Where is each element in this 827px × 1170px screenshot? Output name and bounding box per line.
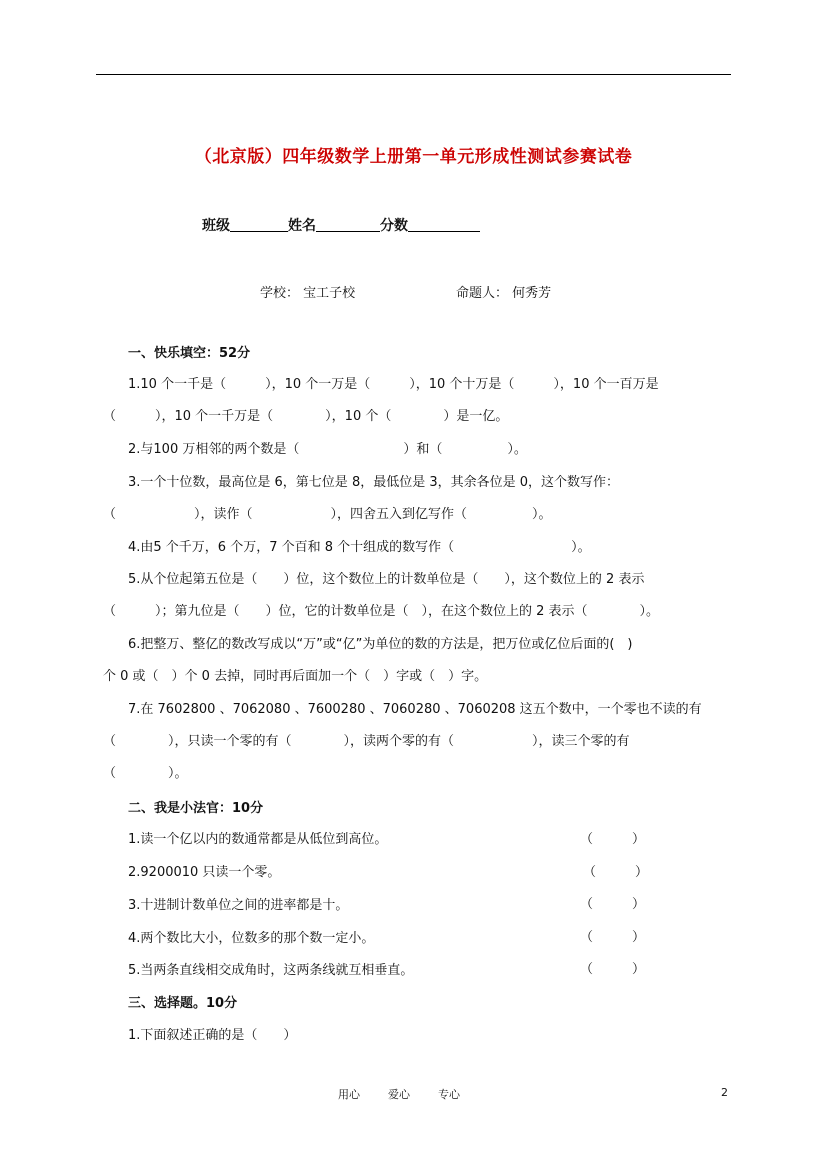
judge-item-mark[interactable]: （ ） [580, 962, 646, 977]
header-rule [96, 74, 731, 75]
score-label: 分数 [380, 218, 408, 234]
question-line: （ ），读作（ ），四舍五入到亿写作（ ）。 [103, 507, 552, 522]
section2-heading: 二、我是小法官：10分 [128, 801, 264, 816]
question-line: 3.一个十位数，最高位是 6，第七位是 8，最低位是 3，其余各位是 0，这个数写作： [128, 475, 620, 490]
judge-item-mark[interactable]: （ ） [580, 930, 646, 945]
student-info-line [202, 215, 480, 235]
question-line: 个 0 或（ ）个 0 去掉，同时再后面加一个（ ）字或（ ）字。 [103, 669, 488, 684]
question-line: 7.在 7602800 、7062080 、7600280 、7060280 、7060208 这五个数中，一个零也不读的有 [128, 702, 702, 717]
page-title: （北京版）四年级数学上册第一单元形成性测试参赛试卷 [194, 147, 633, 167]
judge-item-text: 3.十进制计数单位之间的进率都是十。 [128, 898, 349, 913]
question-line: （ ），只读一个零的有（ ），读两个零的有（ ），读三个零的有 [103, 734, 630, 749]
question-line: 5.从个位起第五位是（ ）位，这个数位上的计数单位是（ ），这个数位上的 2 表示 [128, 572, 645, 587]
author-info: 命题人： 何秀芳 [456, 286, 552, 301]
question-line: （ ），10 个一千万是（ ），10 个（ ）是一亿。 [103, 409, 509, 424]
judge-item-mark[interactable]: （ ） [583, 865, 649, 880]
score-blank[interactable] [408, 217, 480, 232]
question-line: （ ）。 [103, 766, 188, 781]
question-line: 4.由5 个千万，6 个万，7 个百和 8 个十组成的数写作（ ）。 [128, 540, 591, 555]
question-line: 6.把整万、整亿的数改写成以“万”或“亿”为单位的数的方法是，把万位或亿位后面的( ) [128, 637, 633, 652]
class-label: 班级 [202, 218, 230, 234]
footer-text-2: 爱心 [388, 1088, 410, 1101]
section3-heading: 三、选择题。10分 [128, 996, 238, 1011]
judge-item-text: 5.当两条直线相交成角时，这两条线就互相垂直。 [128, 963, 414, 978]
question-line: （ ）；第九位是（ ）位，它的计数单位是（ ），在这个数位上的 2 表示（ ）。 [103, 604, 660, 619]
question-line: 1.下面叙述正确的是（ ） [128, 1028, 297, 1043]
name-blank[interactable] [316, 217, 380, 232]
question-line: 2.与100 万相邻的两个数是（ ）和（ ）。 [128, 442, 527, 457]
judge-item-text: 4.两个数比大小，位数多的那个数一定小。 [128, 931, 375, 946]
judge-item-text: 1.读一个亿以内的数通常都是从低位到高位。 [128, 832, 388, 847]
question-line: 1.10 个一千是（ ），10 个一万是（ ），10 个十万是（ ），10 个一百万是 [128, 377, 659, 392]
page-number: 2 [721, 1086, 728, 1099]
judge-item-text: 2.9200010 只读一个零。 [128, 865, 281, 880]
school-info: 学校： 宝工子校 [260, 286, 356, 301]
footer-text-3: 专心 [438, 1088, 460, 1101]
name-label: 姓名 [288, 218, 316, 234]
judge-item-mark[interactable]: （ ） [580, 832, 646, 847]
class-blank[interactable] [230, 217, 288, 232]
judge-item-mark[interactable]: （ ） [580, 897, 646, 912]
footer-text-1: 用心 [338, 1088, 360, 1101]
section1-heading: 一、快乐填空：52分 [128, 346, 251, 361]
